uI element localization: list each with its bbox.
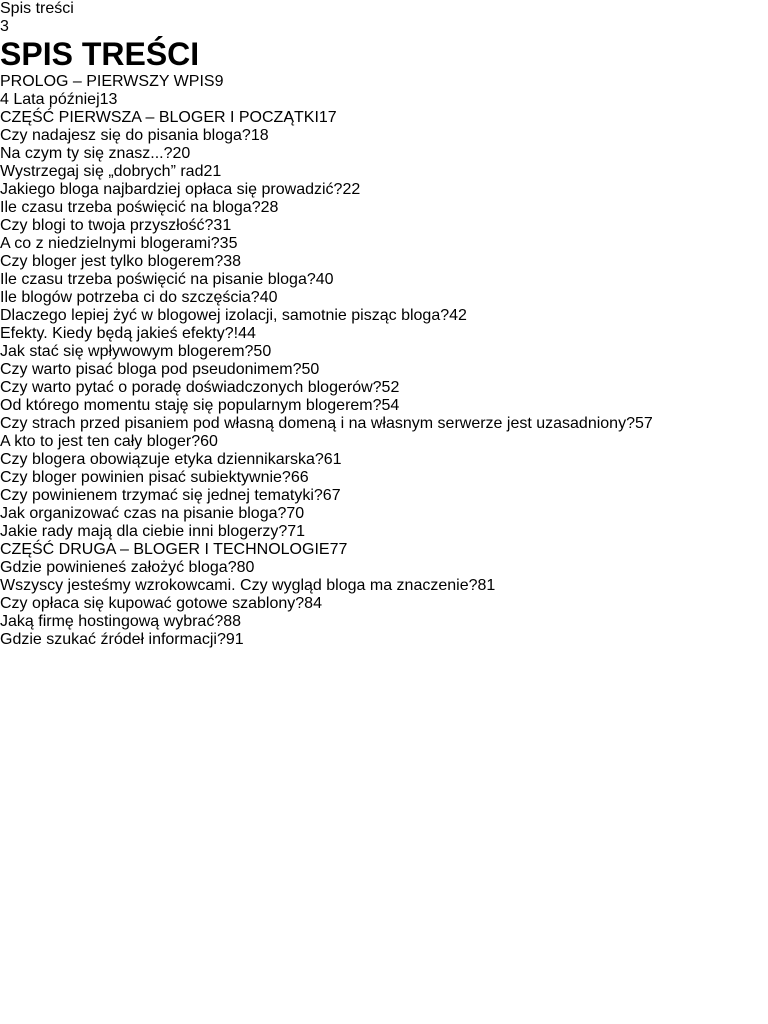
toc-entry-title: Jakiego bloga najbardziej opłaca się prowadzić? [0,181,343,198]
toc-entry [0,145,768,163]
toc-entry [0,595,768,613]
toc-entry-title: Gdzie powinieneś założyć bloga? [0,559,237,576]
toc-entry [0,343,768,361]
toc-entry-page: 52 [381,379,400,396]
toc-entry-title: CZĘŚĆ PIERWSZA – BLOGER I POCZĄTKI [0,109,319,126]
toc-entry-page: 84 [304,595,322,612]
toc-entry-page: 42 [449,307,467,324]
toc-entry-page: 70 [286,505,305,522]
toc-entry-page: 50 [253,343,272,360]
toc-entry [0,433,768,451]
toc-entry-title: 4 Lata później [0,91,100,108]
toc-entry [0,451,768,469]
toc-entry [0,181,768,199]
toc-entry-title: Czy blogi to twoja przyszłość? [0,217,214,234]
toc-entry-title: PROLOG – PIERWSZY WPIS [0,73,215,90]
toc-entry-title: Czy powinienem trzymać się jednej tematyki? [0,487,323,504]
toc-entry-page: 38 [223,253,242,270]
toc-entry-title: Dlaczego lepiej żyć w blogowej izolacji, samotnie pisząc bloga? [0,307,450,324]
toc-entry-title: Ile czasu trzeba poświęcić na pisanie bloga? [0,271,316,288]
toc-entry-title: Czy warto pytać o poradę doświadczonych blogerów? [0,379,382,396]
toc-group [0,109,768,541]
toc-entry-title: CZĘŚĆ DRUGA – BLOGER I TECHNOLOGIE [0,541,330,558]
toc-entry-page: 91 [225,631,244,648]
toc-entry-page: 54 [381,397,400,414]
toc-entry-title: Ile czasu trzeba poświęcić na bloga? [0,199,261,216]
toc-entry [0,289,768,307]
toc-entry-page: 71 [287,523,306,540]
toc-entry-title: Czy strach przed pisaniem pod własną domeną i na własnym serwerze jest uzasadniony? [0,415,635,432]
toc-entry-title: Wszyscy jesteśmy wzrokowcami. Czy wygląd bloga ma znaczenie? [0,577,478,594]
toc-entry-page: 50 [301,361,320,378]
toc-entry [0,577,768,595]
toc-entry [0,505,768,523]
toc-entry-page: 17 [318,109,337,126]
toc-list [0,73,768,649]
toc-entry-page: 13 [99,91,118,108]
toc-entry-title: Czy opłaca się kupować gotowe szablony? [0,595,305,612]
toc-entry [0,361,768,379]
toc-entry [0,127,768,145]
toc-entry [0,253,768,271]
toc-entry-page: 81 [477,577,496,594]
toc-entry-title: A co z niedzielnymi blogerami? [0,235,220,252]
toc-entry-page: 21 [203,163,222,180]
toc-entry-page: 44 [238,325,256,342]
toc-entry-title: Czy warto pisać bloga pod pseudonimem? [0,361,302,378]
toc-entry [0,271,768,289]
toc-entry [0,325,768,343]
toc-entry [0,415,768,433]
toc-entry-title: Czy nadajesz się do pisania bloga? [0,127,251,144]
toc-entry-title: Jak stać się wpływowym blogerem? [0,343,254,360]
toc-entry-page: 20 [172,145,191,162]
toc-entry [0,379,768,397]
page-number: 3 [0,18,9,35]
toc-entry [0,307,768,325]
toc-entry-title: Na czym ty się znasz...? [0,145,173,162]
toc-entry-title: Jakie rady mają dla ciebie inni blogerzy? [0,523,288,540]
toc-entry-title: Wystrzegaj się „dobrych” rad [0,163,204,180]
toc-group [0,73,768,109]
toc-entry [0,487,768,505]
toc-entry-page: 40 [259,289,278,306]
toc-entry-page: 66 [290,469,309,486]
toc-entry-page: 77 [329,541,348,558]
toc-section-heading [0,541,768,559]
running-header: Spis treści [0,0,74,17]
toc-entry [0,235,768,253]
toc-entry-title: Efekty. Kiedy będą jakieś efekty?! [0,325,239,342]
toc-entry-page: 88 [223,613,242,630]
toc-entry-title: Gdzie szukać źródeł informacji? [0,631,226,648]
toc-entry-page: 9 [214,73,224,90]
toc-entry-title: Jaką firmę hostingową wybrać? [0,613,224,630]
toc-entry [0,217,768,235]
toc-entry-page: 28 [260,199,279,216]
toc-entry-page: 22 [342,181,361,198]
toc-entry-page: 57 [634,415,653,432]
toc-entry-title: Ile blogów potrzeba ci do szczęścia? [0,289,260,306]
toc-entry-page: 67 [322,487,341,504]
toc-group [0,541,768,649]
toc-entry-page: 40 [315,271,334,288]
toc-entry-title: A kto to jest ten cały bloger? [0,433,201,450]
toc-section-heading [0,109,768,127]
toc-entry [0,199,768,217]
toc-entry [0,163,768,181]
toc-entry-title: Czy bloger powinien pisać subiektywnie? [0,469,291,486]
toc-entry-page: 35 [219,235,238,252]
toc-entry [0,559,768,577]
toc-entry-page: 80 [236,559,255,576]
toc-entry [0,631,768,649]
toc-entry-page: 31 [213,217,232,234]
toc-entry [0,613,768,631]
page-title: SPIS TREŚCI [0,36,200,72]
toc-entry [0,469,768,487]
toc-entry [0,73,768,91]
toc-entry [0,91,768,109]
toc-entry-page: 18 [250,127,269,144]
toc-entry-page: 61 [323,451,342,468]
toc-entry-title: Jak organizować czas na pisanie bloga? [0,505,287,522]
toc-entry-title: Czy blogera obowiązuje etyka dziennikarska? [0,451,324,468]
toc-entry-title: Czy bloger jest tylko blogerem? [0,253,224,270]
toc-entry [0,397,768,415]
toc-entry [0,523,768,541]
toc-entry-title: Od którego momentu staję się popularnym blogerem? [0,397,382,414]
toc-entry-page: 60 [200,433,218,450]
